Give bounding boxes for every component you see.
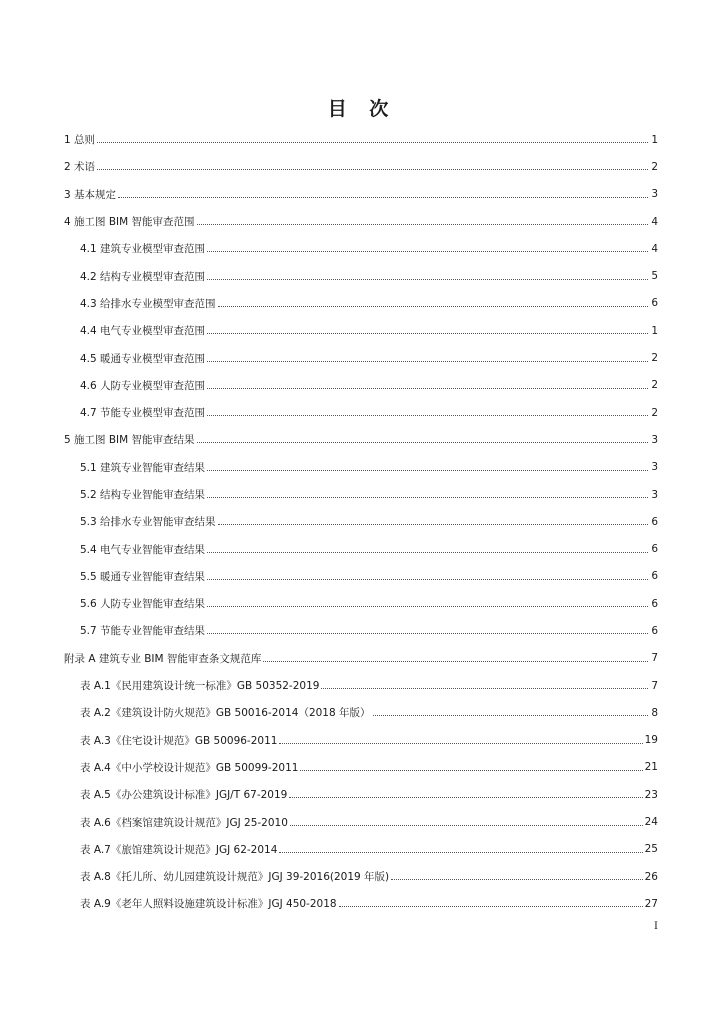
toc-entry[interactable] (64, 836, 658, 863)
toc-entry-label: 2 术语 (64, 161, 96, 174)
dot-leader (391, 879, 642, 880)
toc-entry-label: 4.7 节能专业模型审查范围 (80, 407, 206, 420)
toc-entry-label: 4.2 结构专业模型审查范围 (80, 270, 206, 283)
toc-entry-page: 1 (651, 133, 658, 146)
dot-leader (207, 497, 648, 498)
toc-entry-page: 19 (644, 734, 658, 747)
toc-entry[interactable] (64, 617, 658, 644)
toc-entry-page: 5 (651, 270, 658, 283)
dot-leader (207, 279, 648, 280)
toc-entry[interactable] (64, 645, 658, 672)
toc-entry-page: 23 (644, 788, 658, 801)
dot-leader (207, 361, 648, 362)
dot-leader (207, 388, 648, 389)
toc-entry-label: 4.6 人防专业模型审查范围 (80, 379, 206, 392)
toc-entry[interactable] (64, 590, 658, 617)
toc-entry[interactable] (64, 317, 658, 344)
dot-leader (207, 579, 648, 580)
toc-entry[interactable] (64, 727, 658, 754)
toc-entry[interactable] (64, 754, 658, 781)
toc-entry-page: 26 (644, 870, 658, 883)
toc-entry-label: 5.5 暖通专业智能审查结果 (80, 570, 206, 583)
dot-leader (97, 169, 648, 170)
toc-entry-page: 7 (651, 679, 658, 692)
toc-entry-page: 6 (651, 297, 658, 310)
toc-entry-page: 3 (651, 188, 658, 201)
toc-entry[interactable] (64, 235, 658, 262)
toc-entry-page: 6 (651, 597, 658, 610)
toc-entry[interactable] (64, 262, 658, 289)
toc-entry[interactable] (64, 890, 658, 917)
page-number: I (654, 921, 658, 932)
page-title: 目 次 (327, 98, 397, 120)
toc-entry-label: 4.5 暖通专业模型审查范围 (80, 352, 206, 365)
toc-entry-label: 表 A.5《办公建筑设计标准》JGJ/T 67-2019 (80, 789, 288, 802)
toc-entry-label: 表 A.6《档案馆建筑设计规范》JGJ 25-2010 (80, 816, 288, 829)
dot-leader (207, 633, 648, 634)
toc-entry[interactable] (64, 781, 658, 808)
toc-entry-page: 27 (644, 897, 658, 910)
toc-entry[interactable] (64, 481, 658, 508)
dot-leader (321, 688, 648, 689)
dot-leader (263, 661, 648, 662)
dot-leader (290, 825, 643, 826)
toc-entry[interactable] (64, 535, 658, 562)
toc-entry[interactable] (64, 863, 658, 890)
toc-entry-page: 3 (651, 488, 658, 501)
toc-entry-label: 5.6 人防专业智能审查结果 (80, 598, 206, 611)
toc-entry[interactable] (64, 426, 658, 453)
toc-entry[interactable] (64, 454, 658, 481)
toc-entry-label: 5.2 结构专业智能审查结果 (80, 489, 206, 501)
toc-entry-page: 6 (651, 624, 658, 637)
toc-entry-label: 4 施工图 BIM 智能审查范围 (64, 216, 195, 229)
toc-entry-page: 2 (651, 379, 658, 392)
toc-entry[interactable] (64, 508, 658, 535)
dot-leader (339, 906, 643, 907)
toc-entry-page: 4 (651, 242, 658, 255)
dot-leader (207, 470, 648, 471)
toc-entry[interactable] (64, 672, 658, 699)
dot-leader (300, 770, 642, 771)
toc-entry-label: 表 A.8《托儿所、幼儿园建筑设计规范》JGJ 39-2016(2019 年版) (80, 871, 390, 884)
toc-entry-label: 表 A.7《旅馆建筑设计规范》JGJ 62-2014 (80, 843, 278, 856)
toc-entry-page: 2 (651, 352, 658, 365)
dot-leader (207, 415, 648, 416)
toc-entry-label: 5.1 建筑专业智能审查结果 (80, 461, 206, 474)
toc-entry-page: 21 (644, 761, 658, 774)
toc-entry-label: 5.7 节能专业智能审查结果 (80, 625, 206, 638)
toc-entry-label: 表 A.4《中小学校设计规范》GB 50099-2011 (80, 761, 299, 774)
toc-entry-label: 4.3 给排水专业模型审查范围 (80, 297, 216, 310)
toc-entry-page: 3 (651, 461, 658, 474)
toc-entry-label: 表 A.2《建筑设计防火规范》GB 50016-2014（2018 年版） (80, 707, 371, 720)
dot-leader (289, 797, 642, 798)
toc-entry-label: 4.4 电气专业模型审查范围 (80, 325, 206, 338)
toc-entry-label: 表 A.1《民用建筑设计统一标准》GB 50352-2019 (80, 680, 320, 693)
toc-entry-label: 4.1 建筑专业模型审查范围 (80, 243, 206, 256)
toc-entry-label: 表 A.3《住宅设计规范》GB 50096-2011 (80, 734, 278, 747)
toc-entry[interactable] (64, 208, 658, 235)
toc-entry[interactable] (64, 372, 658, 399)
toc-entry-label: 5.3 给排水专业智能审查结果 (80, 516, 216, 529)
dot-leader (118, 197, 648, 198)
dot-leader (207, 552, 648, 553)
dot-leader (197, 224, 648, 225)
toc-entry-page: 6 (651, 543, 658, 556)
toc-entry-label: 1 总则 (64, 134, 96, 147)
toc-entry-page: 6 (651, 570, 658, 583)
toc-entry[interactable] (64, 563, 658, 590)
toc-entry-page: 7 (651, 652, 658, 665)
toc-entry-label: 3 基本规定 (64, 188, 117, 201)
toc-entry-page: 2 (651, 406, 658, 419)
dot-leader (373, 715, 648, 716)
toc-entry[interactable] (64, 344, 658, 371)
toc-entry[interactable] (64, 699, 658, 726)
dot-leader (97, 142, 648, 143)
toc-entry[interactable] (64, 181, 658, 208)
toc-entry[interactable] (64, 808, 658, 835)
toc-entry-page: 8 (651, 706, 658, 719)
dot-leader (279, 743, 642, 744)
dot-leader (218, 306, 648, 307)
toc-entry[interactable] (64, 126, 658, 153)
dot-leader (207, 333, 648, 334)
toc-entry[interactable] (64, 290, 658, 317)
dot-leader (207, 606, 648, 607)
toc-entry-page: 4 (651, 215, 658, 228)
table-of-contents (64, 126, 658, 918)
toc-entry-page: 6 (651, 515, 658, 528)
toc-entry-page: 2 (651, 160, 658, 173)
toc-entry-label: 5.4 电气专业智能审查结果 (80, 543, 206, 556)
dot-leader (218, 524, 648, 525)
toc-entry-label: 附录 A 建筑专业 BIM 智能审查条文规范库 (64, 652, 262, 665)
toc-entry-label: 5 施工图 BIM 智能审查结果 (64, 434, 195, 447)
dot-leader (197, 442, 648, 443)
dot-leader (207, 251, 648, 252)
toc-entry-page: 24 (644, 816, 658, 829)
toc-entry-page: 3 (651, 433, 658, 446)
toc-entry[interactable] (64, 399, 658, 426)
toc-entry[interactable] (64, 153, 658, 180)
toc-entry-label: 表 A.9《老年人照料设施建筑设计标准》JGJ 450-2018 (80, 898, 337, 911)
toc-entry-page: 1 (651, 324, 658, 337)
toc-entry-page: 25 (644, 843, 658, 856)
dot-leader (279, 852, 642, 853)
